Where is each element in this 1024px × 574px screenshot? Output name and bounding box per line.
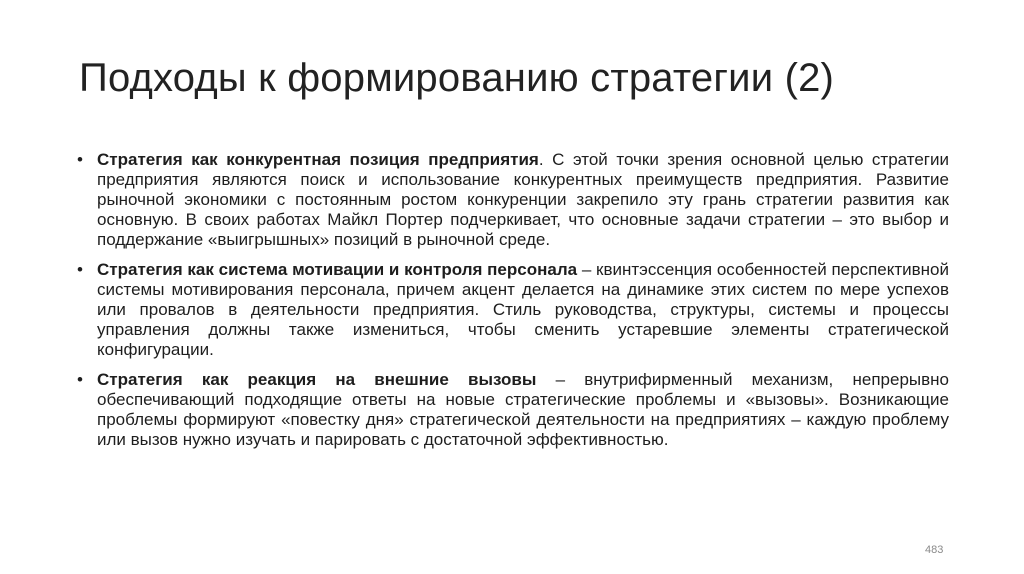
bullet-item-competitive-position <box>77 150 949 250</box>
page-number: 483 <box>925 544 944 556</box>
bullet-text: – внутрифирменный механизм, непрерывно обеспечивающий подходящие ответы на новые стратегические проблемы и «вызовы». Возникающие проблемы формируют «повестку дня» стратегической деятельности на предприятиях – каждую проблему или вызов нужно изучать и парировать с достаточной эффективностью. <box>97 370 949 449</box>
bullet-list <box>77 150 949 460</box>
bullet-item-motivation-control <box>77 260 949 360</box>
bullet-dot-icon: • <box>77 260 83 279</box>
bullet-heading: Стратегия как реакция на внешние вызовы <box>97 370 537 389</box>
bullet-text: – квинтэссенция особенностей перспективной системы мотивирования персонала, причем акцент делается на динамике этих систем по мере успехов или провалов в деятельности предприятия. Стиль руководства, структуры, системы и процессы управления должны также измениться, чтобы сменить устаревшие элементы стратегической конфигурации. <box>97 260 950 359</box>
bullet-dot-icon: • <box>77 370 83 389</box>
slide-title: Подходы к формированию стратегии (2) <box>79 56 835 100</box>
bullet-dot-icon: • <box>77 150 83 169</box>
bullet-heading: Стратегия как конкурентная позиция предприятия <box>97 150 539 169</box>
bullet-heading: Стратегия как система мотивации и контроля персонала <box>97 260 578 279</box>
bullet-item-external-challenges <box>77 370 949 450</box>
bullet-text: . С этой точки зрения основной целью стратегии предприятия являются поиск и использование конкурентных преимуществ предприятия. Развитие рыночной экономики с постоянным ростом конкуренции закрепило эту грань стратегии развития как основную. В своих работах Майкл Портер подчеркивает, что основные задачи стратегии – это выбор и поддержание «выигрышных» позиций в рыночной среде. <box>97 150 949 249</box>
